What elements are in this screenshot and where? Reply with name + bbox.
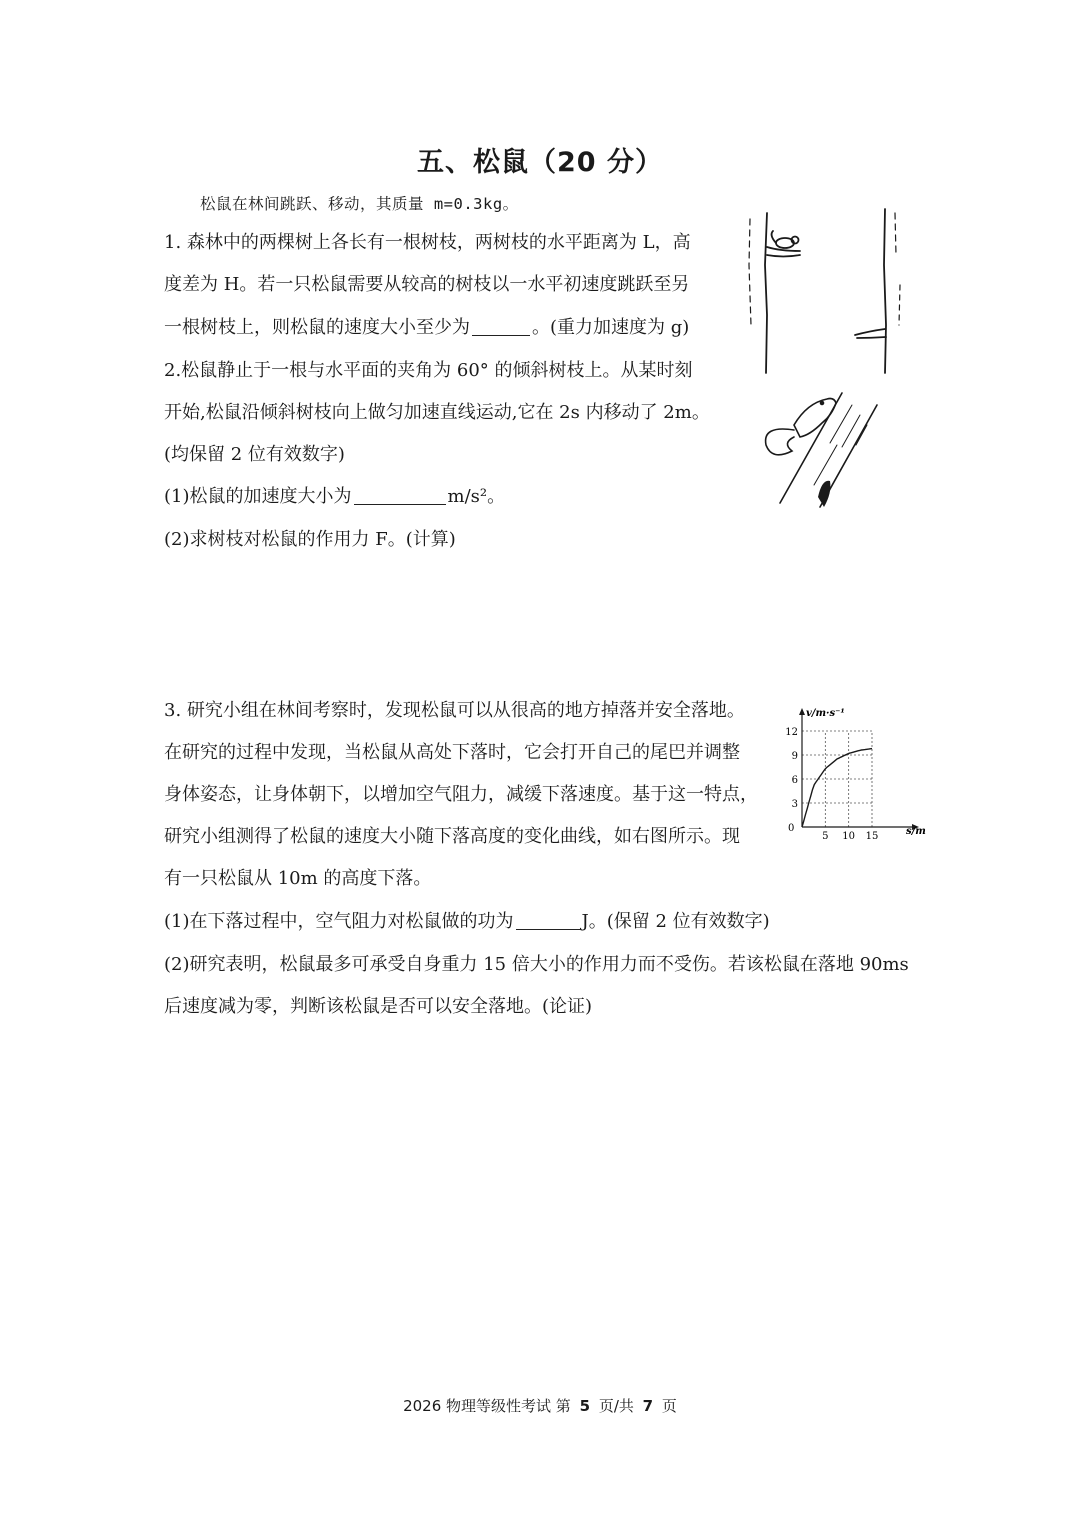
footer-page-number: 5	[579, 1397, 591, 1415]
footer-total-pages: 7	[642, 1397, 654, 1415]
q2-answer-blank[interactable]	[354, 486, 446, 505]
y-tick-label: 9	[791, 751, 798, 762]
q1-line-1: 1. 森林中的两棵树上各长有一根树枝，两树枝的水平距离为 L，高	[164, 232, 691, 253]
q2-sub-1	[164, 482, 505, 508]
q3-line-1: 3. 研究小组在林间考察时，发现松鼠可以从很高的地方掉落并安全落地。	[164, 700, 745, 721]
q3-sub-2-line-2: 后速度减为零，判断该松鼠是否可以安全落地。(论证)	[164, 996, 593, 1017]
q3-sub-2-line-1: (2)研究表明，松鼠最多可承受自身重力 15 倍大小的作用力而不受伤。若该松鼠在落地 90ms	[164, 954, 909, 975]
q3-answer-blank[interactable]	[516, 911, 580, 930]
q1-line-3-tail: 。(重力加速度为 g)	[532, 317, 690, 338]
chart-grid	[802, 731, 872, 827]
x-tick-label: 5	[822, 831, 829, 842]
chart-series-line	[802, 749, 872, 827]
squirrel-on-branch-figure	[752, 385, 887, 510]
q3-line-2: 在研究的过程中发现，当松鼠从高处下落时，它会打开自己的尾巴并调整	[164, 742, 740, 763]
chart-x-axis-label: s/m	[906, 826, 926, 837]
q2-line-1: 2.松鼠静止于一根与水平面的夹角为 60° 的倾斜树枝上。从某时刻	[164, 360, 693, 381]
q1-answer-blank[interactable]	[472, 317, 530, 336]
page-footer	[0, 1395, 1080, 1416]
chart-axes	[799, 708, 919, 830]
footer-middle: 页/共	[598, 1397, 634, 1415]
y-tick-label: 6	[791, 775, 798, 786]
q3-line-4: 研究小组测得了松鼠的速度大小随下落高度的变化曲线，如右图所示。现	[164, 826, 740, 847]
q3-line-5: 有一只松鼠从 10m 的高度下落。	[164, 868, 432, 889]
q3-sub-1-text: (1)在下落过程中，空气阻力对松鼠做的功为	[164, 911, 514, 932]
q3-sub-1-tail: J。(保留 2 位有效数字)	[581, 911, 770, 932]
q1-line-2: 度差为 H。若一只松鼠需要从较高的树枝以一水平初速度跳跃至另	[164, 274, 690, 295]
q1-line-3-text: 一根树枝上，则松鼠的速度大小至少为	[164, 317, 470, 338]
q2-sub-1-unit: m/s²。	[447, 486, 506, 507]
q2-sub-1-text: (1)松鼠的加速度大小为	[164, 486, 352, 507]
x-tick-label: 10	[842, 831, 856, 842]
x-tick-label: 15	[865, 831, 879, 842]
chart-y-axis-label: v/m·s⁻¹	[806, 708, 845, 719]
q2-sub-2: (2)求树枝对松鼠的作用力 F。(计算)	[164, 529, 456, 550]
velocity-displacement-chart	[780, 700, 940, 845]
two-trees-figure	[745, 205, 915, 380]
section-title: 五、松鼠（20 分）	[417, 147, 663, 178]
q2-line-2: 开始,松鼠沿倾斜树枝向上做匀加速直线运动,它在 2s 内移动了 2m。	[164, 402, 710, 423]
q2-line-3: (均保留 2 位有效数字)	[164, 444, 345, 465]
y-tick-label: 12	[785, 727, 798, 738]
footer-prefix: 2026 物理等级性考试 第	[403, 1397, 571, 1415]
intro-text: 松鼠在林间跳跃、移动，其质量 m=0.3kg。	[200, 195, 519, 213]
chart-origin-label: 0	[788, 823, 795, 834]
chart-tick-labels	[785, 727, 878, 842]
q1-line-3	[164, 313, 689, 339]
y-axis-arrow	[799, 708, 805, 715]
footer-suffix: 页	[661, 1397, 677, 1415]
y-tick-label: 3	[791, 799, 798, 810]
q3-sub-1	[164, 907, 770, 933]
q3-line-3: 身体姿态，让身体朝下，以增加空气阻力，减缓下落速度。基于这一特点，	[164, 784, 758, 805]
